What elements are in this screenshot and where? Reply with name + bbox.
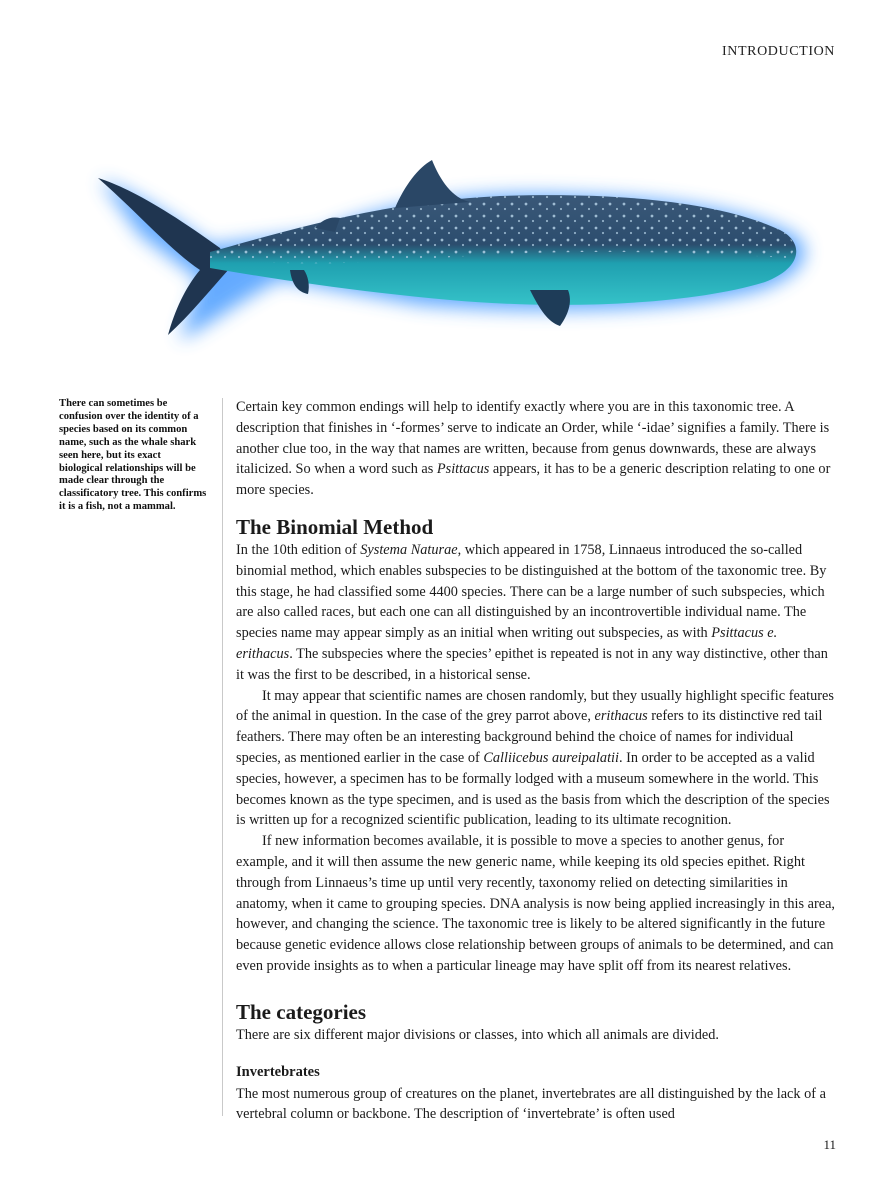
binomial-paragraph-3: If new information becomes available, it is possible to move a species to another genus, for example, and it will then assume the new generic name, while keeping its old species epithet. Right through from Linnaeus’s time up until very recently, taxonomy relied on detecting similarities in anatomy, when it came to grouping species. DNA analysis is now being applied increasingly in this area, however, and changing the science. The taxonomic tree is likely to be altered significantly in the future because genetic evidence allows close relationship between groups of animals to be determined, and can even provide insights as to when a particular lineage may have split off from its nearest relatives.	[236, 833, 836, 974]
categories-heading: The categories	[236, 999, 367, 1024]
binomial-heading: The Binomial Method	[236, 514, 434, 539]
invertebrates-subheading: Invertebrates	[236, 1063, 320, 1080]
figure-caption: There can sometimes be confusion over the identity of a species based on its common name, such as the whale shark seen here, but its exact biological relationships will be made clear through the classificatory tree. This confirms it is a fish, not a mammal.	[59, 398, 207, 513]
categories-paragraph: There are six different major divisions or classes, into which all animals are divided.	[236, 1026, 719, 1043]
page-number: 11	[823, 1137, 836, 1152]
main-text-column	[236, 397, 836, 1125]
column-divider	[222, 398, 223, 1116]
running-header: INTRODUCTION	[722, 44, 835, 59]
dorsal-fin	[395, 160, 470, 208]
invertebrates-paragraph: The most numerous group of creatures on the planet, invertebrates are all distinguished by the lack of a vertebral column or backbone. The description of ‘invertebrate’ is often used	[236, 1085, 826, 1123]
binomial-paragraph-2: It may appear that scientific names are chosen randomly, but they usually highlight specific features of the animal in question. In the case of the grey parrot above, erithacus refers to its distinctive red tail feathers. There may often be an interesting background behind the choice of names for individual species, as mentioned earlier in the case of Calliicebus aureipalatii. In order to be accepted as a valid species, however, a specimen has to be formally lodged with a museum somewhere in the world. This becomes known as the type specimen, and is used as the basis from which the description of the species is written up for a recognized scientific publication, leading to its ultimate recognition.	[236, 687, 834, 829]
intro-paragraph: Certain key common endings will help to identify exactly where you are in this taxonomic tree. A description that finishes in ‘-formes’ serve to indicate an Order, while ‘-idae’ signifies a family. There is another clue too, in the way that names are written, because from genus downwards, these are always italicized. So when a word such as Psittacus appears, it has to be a generic description relating to one or more species.	[236, 399, 831, 499]
whale-shark-illustration	[60, 140, 840, 370]
binomial-paragraph-1: In the 10th edition of Systema Naturae, which appeared in 1758, Linnaeus introduced the so-called binomial method, which enables subspecies to be distinguished at the bottom of the taxonomic tree. By this stage, he had classified some 4400 species. There can be a large number of such subspecies, which are also called races, but each one can all distinguished by an incontrovertible individual name. The species name may appear simply as an initial when writing out subspecies, as with Psittacus e. erithacus. The subspecies where the species’ epithet is repeated is not in any way distinctive, other than it was the first to be described, in a historical sense.	[236, 541, 828, 683]
